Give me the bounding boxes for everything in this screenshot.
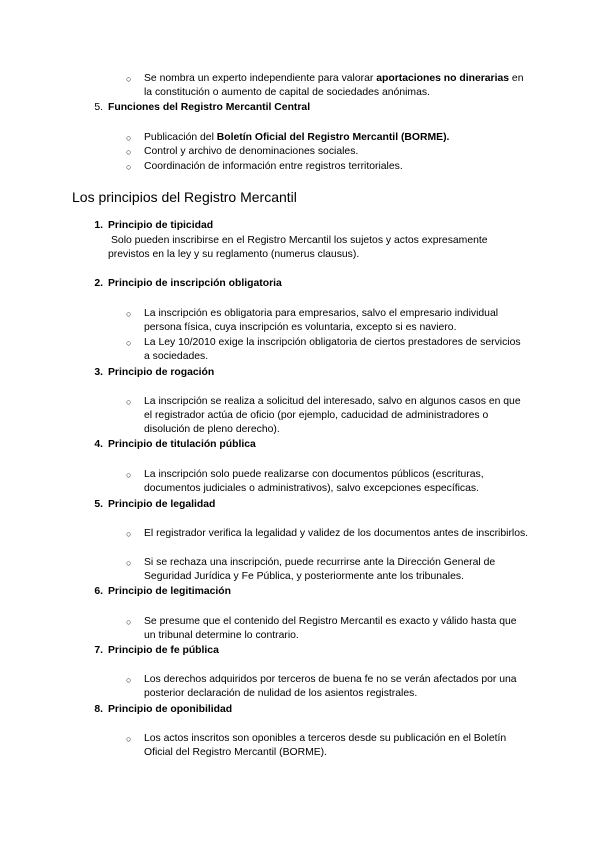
- list-number: 7.: [94, 645, 103, 656]
- list-item: El registrador verifica la legalidad y validez de los documentos antes de inscribirlos.: [144, 528, 529, 539]
- list-item: Coordinación de información entre registros territoriales.: [144, 161, 403, 172]
- bullet-marker: ○: [126, 617, 132, 627]
- list-number: 4.: [94, 439, 103, 450]
- principle-title: Principio de legalidad: [108, 499, 216, 510]
- bullet-marker: ○: [126, 675, 132, 685]
- list-number: 3.: [94, 367, 103, 378]
- list-number: 6.: [94, 586, 103, 597]
- bullet-marker: ○: [126, 74, 132, 84]
- principle-body: Solo pueden inscribirse en el Registro Mercantil los sujetos y actos expresamente previstos en la ley y su reglamento (numerus clausus).: [108, 235, 488, 260]
- list-number: 1.: [94, 220, 103, 231]
- list-item: Se nombra un experto independiente para valorar aportaciones no dinerarias en la constitución o aumento de capital de sociedades anónimas.: [144, 73, 524, 98]
- list-item: La inscripción se realiza a solicitud del interesado, salvo en algunos casos en que el registrador actúa de oficio (por ejemplo, caducidad de administradores o disolución de pleno derecho).: [144, 396, 521, 435]
- bullet-marker: ○: [126, 734, 132, 744]
- list-item: Control y archivo de denominaciones sociales.: [144, 146, 359, 157]
- list-item: Los derechos adquiridos por terceros de buena fe no se verán afectados por una posterior declaración de nulidad de los asientos registrales.: [144, 674, 517, 699]
- list-item: La inscripción solo puede realizarse con documentos públicos (escrituras, documentos judiciales o administrativos), salvo excepciones específicas.: [144, 469, 484, 494]
- bullet-marker: ○: [126, 397, 132, 407]
- list-item: Los actos inscritos son oponibles a terceros desde su publicación en el Boletín Oficial del Registro Mercantil (BORME).: [144, 733, 507, 758]
- bullet-marker: ○: [126, 133, 132, 143]
- principle-title: Principio de tipicidad: [108, 220, 214, 231]
- bullet-marker: ○: [126, 558, 132, 568]
- principle-title: Principio de legitimación: [108, 586, 231, 597]
- bullet-marker: ○: [126, 338, 132, 348]
- list-item: Se presume que el contenido del Registro Mercantil es exacto y válido hasta que un tribunal determine lo contrario.: [144, 616, 517, 641]
- principle-title: Principio de inscripción obligatoria: [108, 278, 282, 289]
- list-item: Si se rechaza una inscripción, puede recurrirse ante la Dirección General de Seguridad Jurídica y Fe Pública, y posteriormente ante los tribunales.: [144, 557, 496, 582]
- principle-title: Principio de fe pública: [108, 645, 219, 656]
- bullet-marker: ○: [126, 147, 132, 157]
- page-heading: Los principios del Registro Mercantil: [72, 189, 297, 205]
- bullet-marker: ○: [126, 470, 132, 480]
- list-item: La inscripción es obligatoria para empresarios, salvo el empresario individual persona física, cuya inscripción es voluntaria, excepto si es naviero.: [144, 308, 499, 333]
- list-number: 5.: [94, 499, 103, 510]
- list-item: La Ley 10/2010 exige la inscripción obligatoria de ciertos prestadores de servicios a sociedades.: [144, 337, 521, 362]
- bullet-marker: ○: [126, 529, 132, 539]
- list-number: 2.: [94, 278, 103, 289]
- list-item: Publicación del Boletín Oficial del Registro Mercantil (BORME).: [144, 132, 450, 143]
- principle-title: Principio de oponibilidad: [108, 704, 233, 715]
- list-number: 5.: [94, 102, 103, 113]
- list-number: 8.: [94, 704, 103, 715]
- bullet-marker: ○: [126, 162, 132, 172]
- principle-title: Principio de rogación: [108, 367, 215, 378]
- bullet-marker: ○: [126, 309, 132, 319]
- principle-title: Principio de titulación pública: [108, 439, 256, 450]
- section-title: Funciones del Registro Mercantil Central: [108, 102, 311, 113]
